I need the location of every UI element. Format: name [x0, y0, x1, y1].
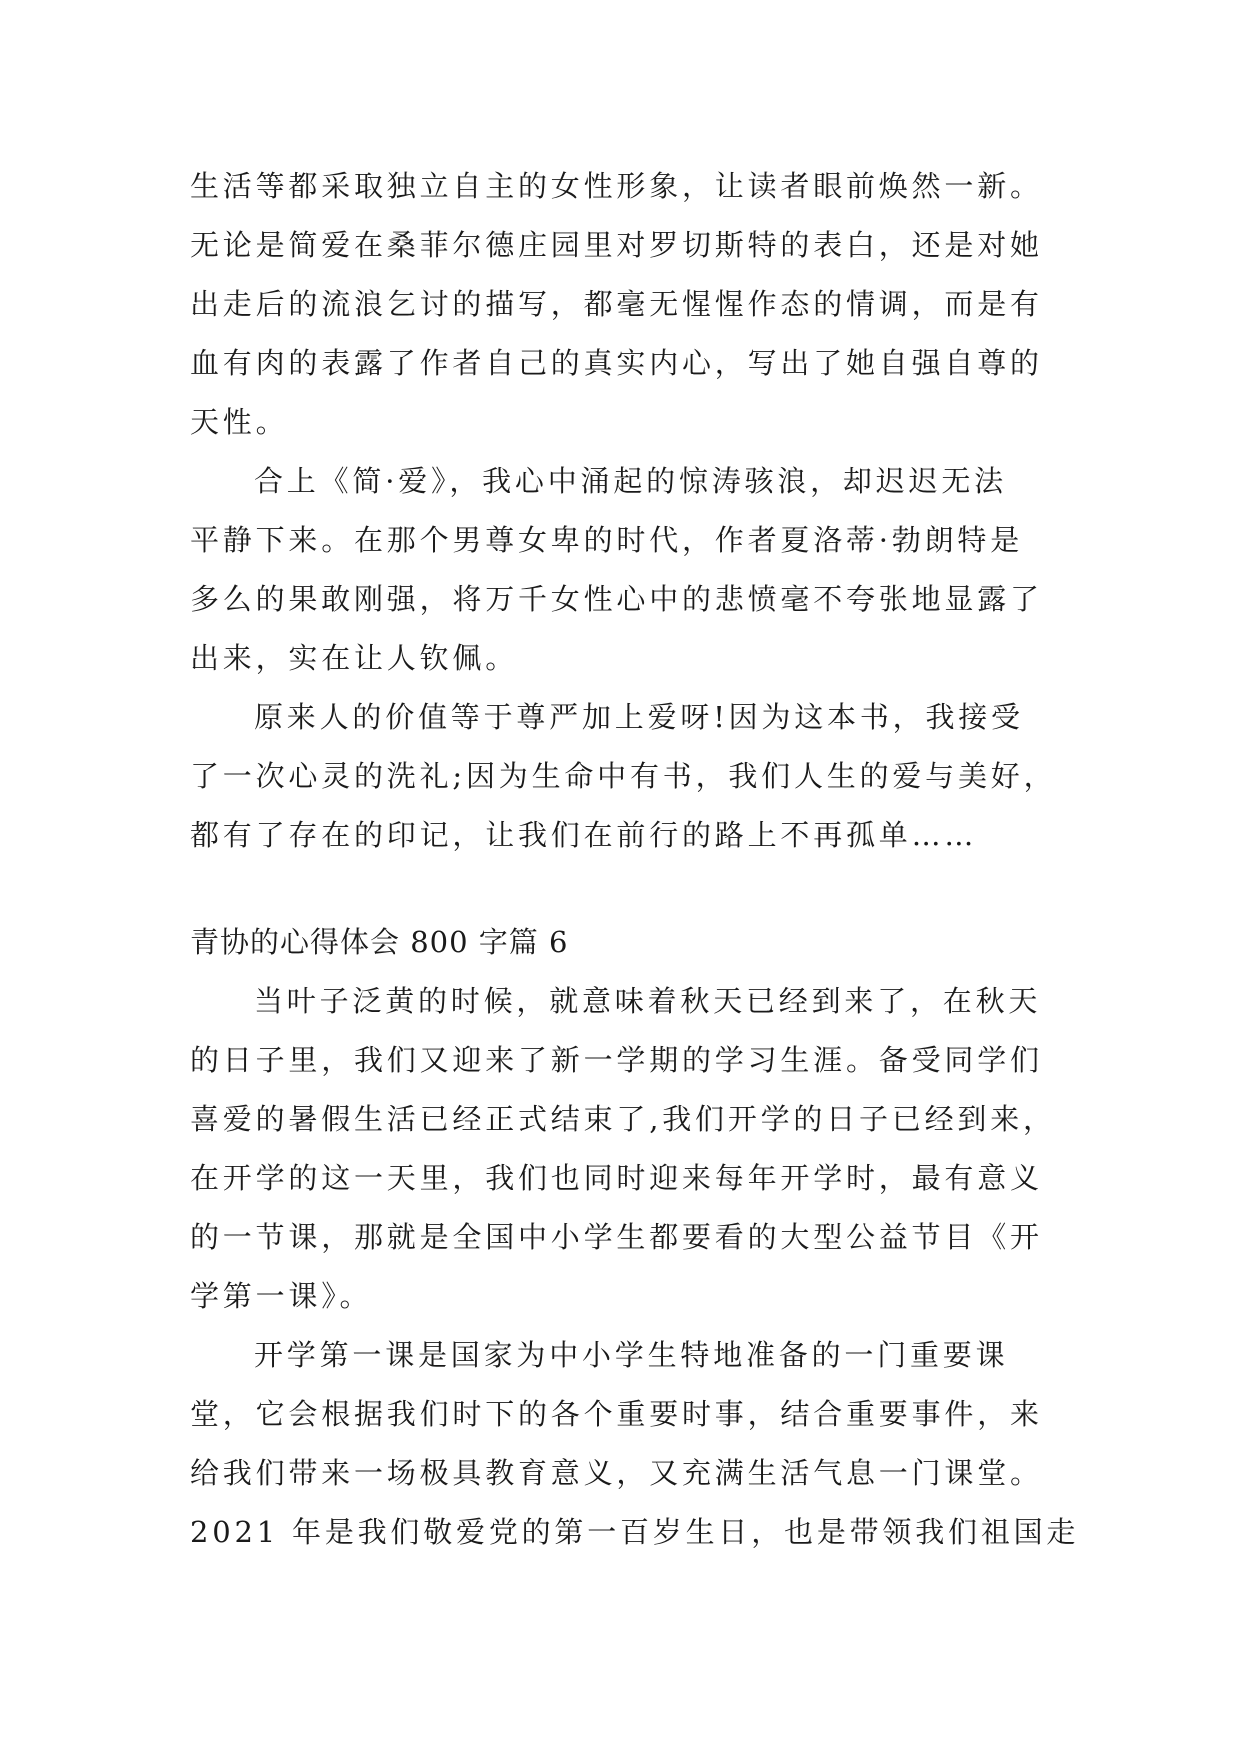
text-line: 在开学的这一天里，我们也同时迎来每年开学时，最有意义: [190, 1161, 1043, 1195]
text-line: 出来，实在让人钦佩。: [190, 641, 519, 675]
text-line: 生活等都采取独立自主的女性形象，让读者眼前焕然一新。: [190, 169, 1043, 203]
text-line: 的日子里，我们又迎来了新一学期的学习生涯。备受同学们: [190, 1043, 1043, 1077]
text-line: 学第一课》。: [190, 1279, 373, 1313]
text-line: 堂，它会根据我们时下的各个重要时事，结合重要事件，来: [190, 1397, 1043, 1431]
text-line: 喜爱的暑假生活已经正式结束了,我们开学的日子已经到来，: [190, 1102, 1056, 1136]
text-line: 天性。: [190, 405, 289, 439]
text-line: 给我们带来一场极具教育意义，又充满生活气息一门课堂。: [190, 1456, 1043, 1490]
paragraph-first-line: 当叶子泛黄的时候，就意味着秋天已经到来了，在秋天: [254, 984, 1042, 1018]
text-line: 血有肉的表露了作者自己的真实内心，写出了她自强自尊的: [190, 346, 1043, 380]
text-line: 2021 年是我们敬爱党的第一百岁生日，也是带领我们祖国走: [190, 1515, 1080, 1549]
section-heading: 青协的心得体会 800 字篇 6: [190, 925, 569, 959]
text-line: 平静下来。在那个男尊女卑的时代，作者夏洛蒂·勃朗特是: [190, 523, 1024, 557]
text-line: 都有了存在的印记，让我们在前行的路上不再孤单……: [190, 818, 978, 852]
paragraph-first-line: 合上《简·爱》，我心中涌起的惊涛骇浪，却迟迟无法: [254, 464, 1007, 498]
text-line: 的一节课，那就是全国中小学生都要看的大型公益节目《开: [190, 1220, 1043, 1254]
text-line: 出走后的流浪乞讨的描写，都毫无惺惺作态的情调，而是有: [190, 287, 1043, 321]
text-line: 多么的果敢刚强，将万千女性心中的悲愤毫不夸张地显露了: [190, 582, 1043, 616]
paragraph-first-line: 原来人的价值等于尊严加上爱呀!因为这本书，我接受: [254, 700, 1024, 734]
text-line: 了一次心灵的洗礼;因为生命中有书，我们人生的爱与美好，: [190, 759, 1057, 793]
paragraph-first-line: 开学第一课是国家为中小学生特地准备的一门重要课: [254, 1338, 1009, 1372]
text-line: 无论是简爱在桑菲尔德庄园里对罗切斯特的表白，还是对她: [190, 228, 1043, 262]
